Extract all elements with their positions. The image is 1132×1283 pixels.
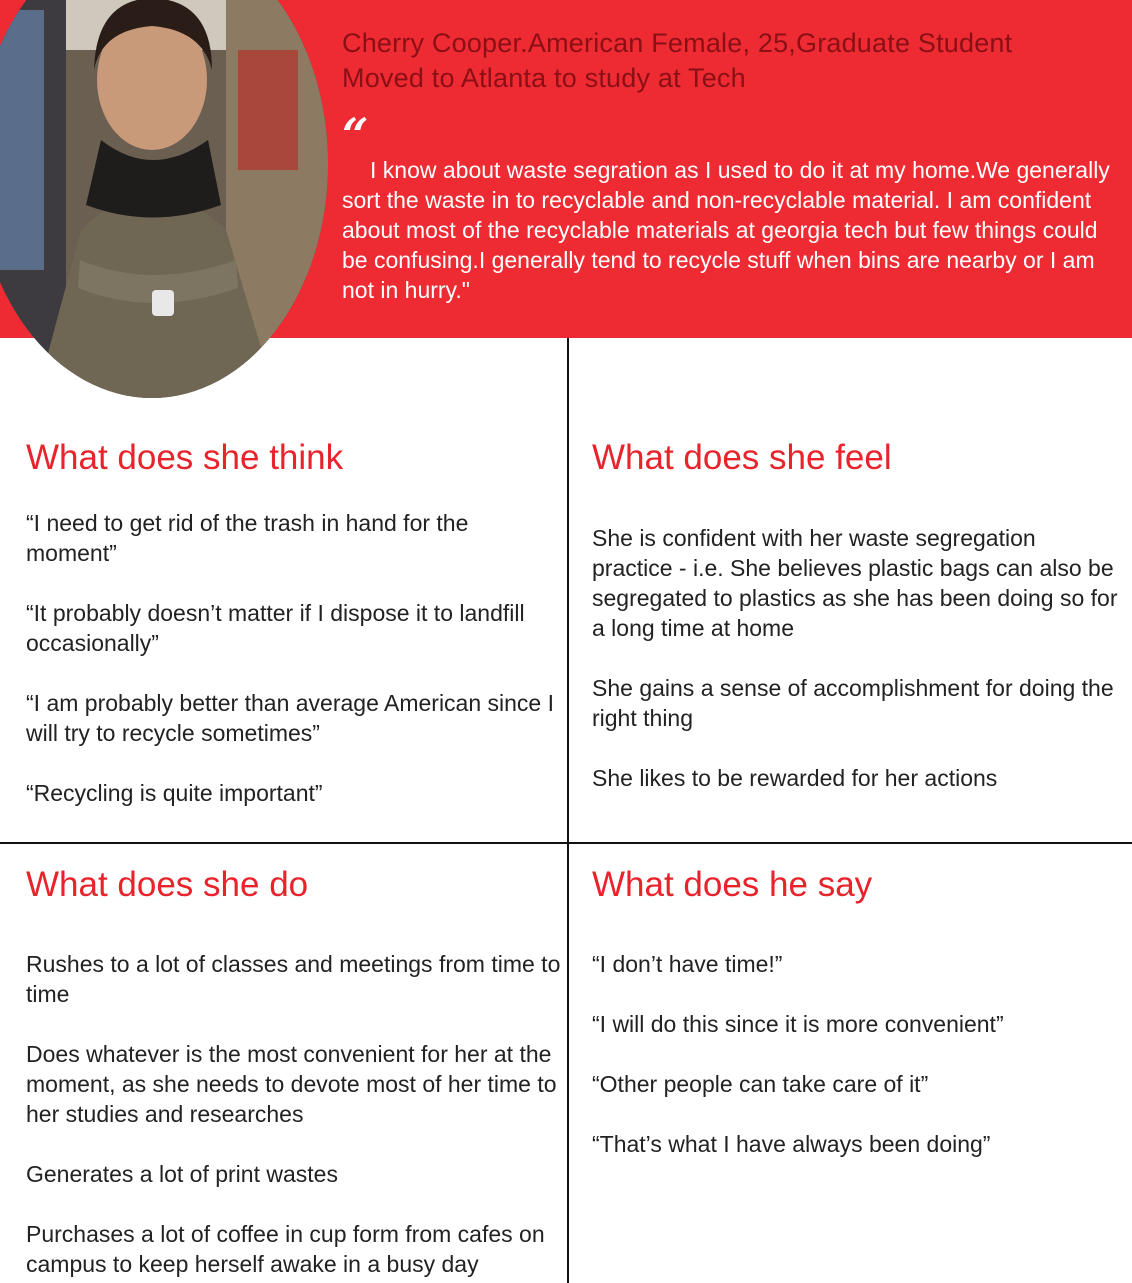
feel-title: What does she feel	[592, 438, 892, 477]
persona-portrait-image	[0, 0, 328, 398]
do-item: Does whatever is the most convenient for her at the moment, as she needs to devote most of her time to her studies and researches	[26, 1041, 557, 1127]
do-item: Generates a lot of print wastes	[26, 1161, 338, 1187]
say-item: “I will do this since it is more convenient”	[592, 1011, 1004, 1037]
quote-mark-icon: “	[342, 108, 369, 162]
feel-quadrant	[592, 438, 1122, 793]
think-quadrant	[26, 438, 556, 808]
say-item: “That’s what I have always been doing”	[592, 1131, 991, 1157]
feel-item: She is confident with her waste segregation practice - i.e. She believes plastic bags can also be segregated to plastics as she has been doing so for a long time at home	[592, 525, 1118, 641]
think-item: “I need to get rid of the trash in hand for the moment”	[26, 510, 469, 566]
do-title: What does she do	[26, 865, 309, 904]
persona-header-line-1: Cherry Cooper.American Female, 25,Graduate Student	[342, 28, 1013, 58]
feel-item: She likes to be rewarded for her actions	[592, 765, 998, 791]
say-title: What does he say	[592, 865, 873, 904]
think-item: “It probably doesn’t matter if I dispose it to landfill occasionally”	[26, 600, 525, 656]
horizontal-divider	[0, 842, 1132, 844]
say-item: “Other people can take care of it”	[592, 1071, 929, 1097]
persona-quote: I know about waste segration as I used to do it at my home.We generally sort the waste in to recyclable and non-recyclable material. I am confident about most of the recyclable materials at georgia tech but few things could be confusing.I generally tend to recycle stuff when bins are nearby or I am not in hurry."	[342, 157, 1110, 303]
do-item: Purchases a lot of coffee in cup form from cafes on campus to keep herself awake in a busy day	[26, 1221, 545, 1277]
say-quadrant	[592, 865, 1122, 1159]
do-quadrant	[26, 865, 561, 1279]
think-item: “Recycling is quite important”	[26, 780, 323, 806]
persona-photo	[0, 0, 328, 398]
feel-item: She gains a sense of accomplishment for doing the right thing	[592, 675, 1114, 731]
say-item: “I don’t have time!”	[592, 951, 783, 977]
persona-intro	[342, 26, 1122, 96]
persona-header-line-2: Moved to Atlanta to study at Tech	[342, 63, 746, 93]
think-item: “I am probably better than average American since I will try to recycle sometimes”	[26, 690, 555, 746]
do-item: Rushes to a lot of classes and meetings from time to time	[26, 951, 561, 1007]
vertical-divider	[567, 338, 569, 1283]
think-title: What does she think	[26, 438, 344, 477]
